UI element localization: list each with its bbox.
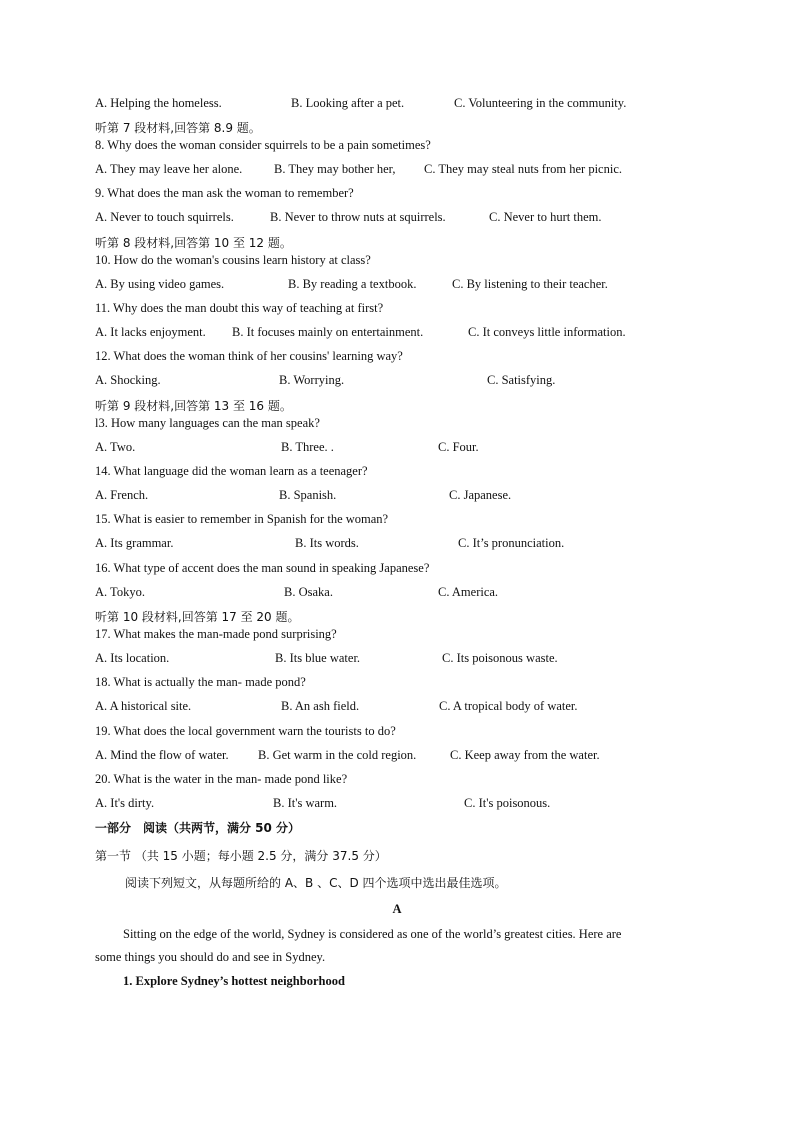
- q9-option-c: C. Never to hurt them.: [489, 210, 602, 224]
- q16-stem: 16. What type of accent does the man sound in speaking Japanese?: [95, 561, 430, 575]
- passage-letter: A: [392, 902, 402, 916]
- q18-option-c: C. A tropical body of water.: [439, 699, 578, 713]
- q19-stem: 19. What does the local government warn the tourists to do?: [95, 724, 396, 738]
- passage-subheading: 1. Explore Sydney’s hottest neighborhood: [123, 974, 345, 988]
- q20-option-c: C. It's poisonous.: [464, 796, 551, 810]
- section-7-instruction: 听第 7 段材料,回答第 8.9 题。: [95, 121, 261, 135]
- q12-option-c: C. Satisfying.: [487, 373, 556, 387]
- q12-option-b: B. Worrying.: [279, 373, 345, 387]
- q17-option-b: B. Its blue water.: [275, 651, 361, 665]
- q9-stem: 9. What does the man ask the woman to remember?: [95, 186, 354, 200]
- q7-option-a: A. Helping the homeless.: [95, 96, 222, 110]
- q8-option-a: A. They may leave her alone.: [95, 162, 243, 176]
- q17-option-c: C. Its poisonous waste.: [442, 651, 558, 665]
- q10-option-c: C. By listening to their teacher.: [452, 277, 608, 291]
- q8-option-b: B. They may bother her,: [274, 162, 396, 176]
- q20-option-b: B. It's warm.: [273, 796, 338, 810]
- q16-option-c: C. America.: [438, 585, 499, 599]
- q18-option-b: B. An ash field.: [281, 699, 360, 713]
- q19-option-c: C. Keep away from the water.: [450, 748, 600, 762]
- q10-option-b: B. By reading a textbook.: [288, 277, 417, 291]
- q17-stem: 17. What makes the man-made pond surprising?: [95, 627, 337, 641]
- q15-option-a: A. Its grammar.: [95, 536, 174, 550]
- q18-stem: 18. What is actually the man- made pond?: [95, 675, 306, 689]
- q13-option-a: A. Two.: [95, 440, 136, 454]
- passage-line-1: Sitting on the edge of the world, Sydney is considered as one of the world’s greatest cities. Here are: [123, 927, 622, 941]
- section-9-instruction: 听第 9 段材料,回答第 13 至 16 题。: [95, 399, 292, 413]
- q20-option-a: A. It's dirty.: [95, 796, 155, 810]
- q8-option-c: C. They may steal nuts from her picnic.: [424, 162, 622, 176]
- q14-option-a: A. French.: [95, 488, 149, 502]
- q10-stem: 10. How do the woman's cousins learn history at class?: [95, 253, 371, 267]
- q19-option-a: A. Mind the flow of water.: [95, 748, 229, 762]
- q20-stem: 20. What is the water in the man- made pond like?: [95, 772, 348, 786]
- q12-option-a: A. Shocking.: [95, 373, 161, 387]
- q7-option-c: C. Volunteering in the community.: [454, 96, 627, 110]
- q11-option-c: C. It conveys little information.: [468, 325, 626, 339]
- q19-option-b: B. Get warm in the cold region.: [258, 748, 417, 762]
- q16-option-b: B. Osaka.: [284, 585, 333, 599]
- q16-option-a: A. Tokyo.: [95, 585, 145, 599]
- q15-option-c: C. It’s pronunciation.: [458, 536, 565, 550]
- q7-option-b: B. Looking after a pet.: [291, 96, 405, 110]
- part-heading: 一部分 阅读（共两节，满分 50 分）: [95, 821, 301, 835]
- q13-option-b: B. Three. .: [281, 440, 334, 454]
- q8-stem: 8. Why does the woman consider squirrels to be a pain sometimes?: [95, 138, 431, 152]
- q13-option-c: C. Four.: [438, 440, 479, 454]
- q15-stem: 15. What is easier to remember in Spanish for the woman?: [95, 512, 389, 526]
- q11-option-a: A. It lacks enjoyment.: [95, 325, 206, 339]
- q14-stem: 14. What language did the woman learn as a teenager?: [95, 464, 368, 478]
- q10-option-a: A. By using video games.: [95, 277, 225, 291]
- q17-option-a: A. Its location.: [95, 651, 170, 665]
- q14-option-c: C. Japanese.: [449, 488, 512, 502]
- q9-option-b: B. Never to throw nuts at squirrels.: [270, 210, 446, 224]
- section-1-heading: 第一节 （共 15 小题；每小题 2.5 分，满分 37.5 分）: [95, 849, 387, 863]
- reading-instruction: 阅读下列短文，从每题所给的 A、B 、C、D 四个选项中选出最佳选项。: [125, 876, 507, 890]
- q11-option-b: B. It focuses mainly on entertainment.: [232, 325, 424, 339]
- q15-option-b: B. Its words.: [295, 536, 359, 550]
- section-10-instruction: 听第 10 段材料,回答第 17 至 20 题。: [95, 610, 300, 624]
- q13-stem: l3. How many languages can the man speak?: [95, 416, 320, 430]
- q12-stem: 12. What does the woman think of her cousins' learning way?: [95, 349, 403, 363]
- q11-stem: 11. Why does the man doubt this way of teaching at first?: [95, 301, 384, 315]
- passage-line-2: some things you should do and see in Sydney.: [95, 950, 326, 964]
- q9-option-a: A. Never to touch squirrels.: [95, 210, 234, 224]
- q18-option-a: A. A historical site.: [95, 699, 192, 713]
- section-8-instruction: 听第 8 段材料,回答第 10 至 12 题。: [95, 236, 292, 250]
- q14-option-b: B. Spanish.: [279, 488, 337, 502]
